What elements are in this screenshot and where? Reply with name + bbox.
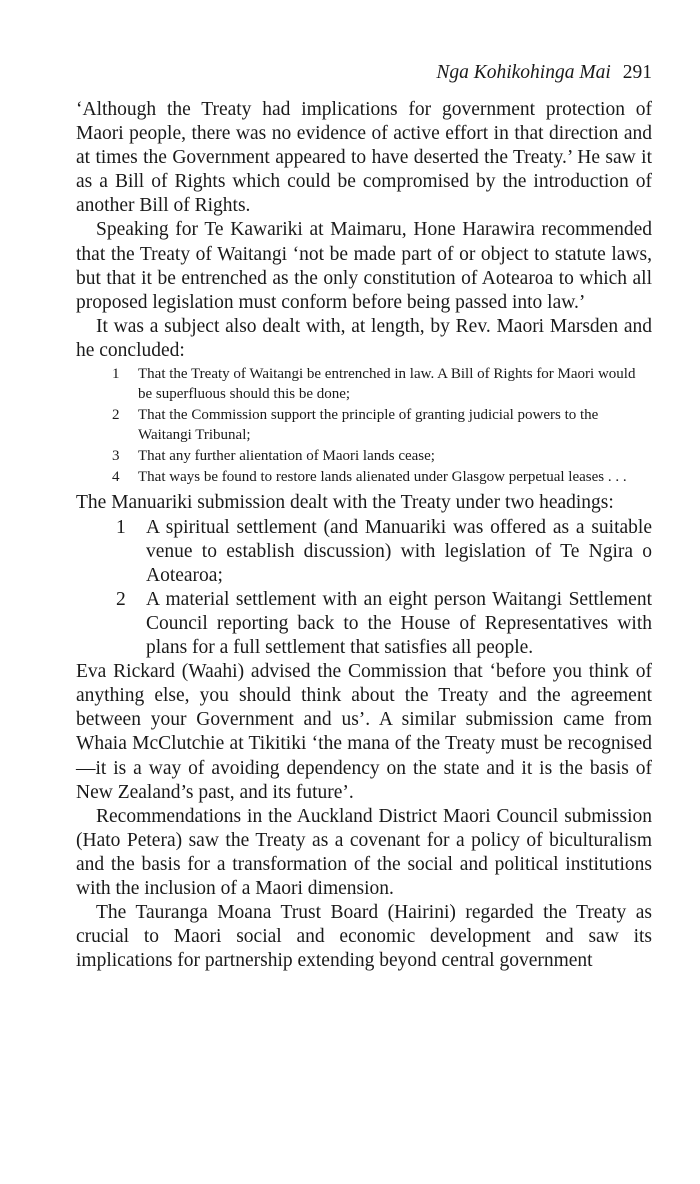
list-item: [112, 406, 652, 446]
list-item-text: That the Commission support the principle of granting judicial powers to the Waitangi Tribunal;: [138, 406, 599, 443]
list-item-number: 2: [112, 406, 120, 423]
paragraph-quote-bill-of-rights: ‘Although the Treaty had implications for government protection of Maori people, there was no evidence of active effort in that direction and at times the Government appeared to have deserted the Treaty.’ He saw it as a Bill of Rights which could be compromised by the introduction of another Bill of Rights.: [76, 99, 652, 217]
paragraph-tauranga-moana: The Tauranga Moana Trust Board (Hairini) regarded the Treaty as crucial to Maori social and economic development and saw its implications for partnership extending beyond central government: [76, 902, 652, 972]
paragraph-manuariki-intro: The Manuariki submission dealt with the Treaty under two headings:: [76, 492, 614, 514]
paragraph-eva-rickard: Eva Rickard (Waahi) advised the Commission that ‘before you think of anything else, you should think about the Treaty and the agreement between your Government and us’. A similar submission came from Whaia McClutchie at Tikitiki ‘the mana of the Treaty must be recognised —it is a way of avoiding dependency on the state and it is the basis of New Zealand’s past, and its future’.: [76, 661, 652, 803]
list-item-number: 4: [112, 468, 120, 485]
list-item: [112, 468, 652, 488]
list-item-number: 1: [116, 516, 126, 538]
list-item-number: 1: [112, 366, 120, 383]
list-item-text: That any further alientation of Maori lands cease;: [138, 447, 435, 464]
list-item-text: A spiritual settlement (and Manuariki was offered as a suitable venue to establish discussion) with legislation of Te Ngira o Aotearoa;: [146, 516, 652, 586]
list-item: [116, 516, 652, 588]
paragraph-auckland-council: Recommendations in the Auckland District Maori Council submission (Hato Petera) saw the Treaty as a covenant for a policy of biculturalism and the basis for a transformation of the social and political institutions with the inclusion of a Maori dimension.: [76, 805, 652, 899]
running-title: Nga Kohikohinga Mai: [436, 62, 611, 83]
marsden-conclusions-list: [76, 365, 652, 487]
manuariki-headings-list: [76, 516, 652, 661]
body-text: [76, 98, 652, 973]
list-item: [112, 447, 652, 467]
list-item-text: That the Treaty of Waitangi be entrenched in law. A Bill of Rights for Maori would be superfluous should this be done;: [138, 366, 636, 402]
list-item-number: 2: [116, 588, 126, 610]
paragraph-te-kawariki: Speaking for Te Kawariki at Maimaru, Hone Harawira recommended that the Treaty of Waitangi ‘not be made part of or object to statute laws, but that it be entrenched as the only constitution of Aotearoa to which all proposed legislation must conform before being passed into law.’: [76, 219, 652, 313]
paragraph-marsden-intro: It was a subject also dealt with, at length, by Rev. Maori Marsden and he concluded:: [76, 315, 652, 361]
list-item-number: 3: [112, 447, 120, 464]
running-header: [76, 58, 652, 88]
list-item: [112, 365, 652, 405]
list-item-text: That ways be found to restore lands alienated under Glasgow perpetual leases . . .: [138, 468, 627, 485]
list-item: [116, 588, 652, 660]
list-item-text: A material settlement with an eight person Waitangi Settlement Council reporting back to the House of Representatives with plans for a full settlement that satisfies all people.: [146, 588, 652, 659]
page-number: 291: [622, 62, 652, 83]
